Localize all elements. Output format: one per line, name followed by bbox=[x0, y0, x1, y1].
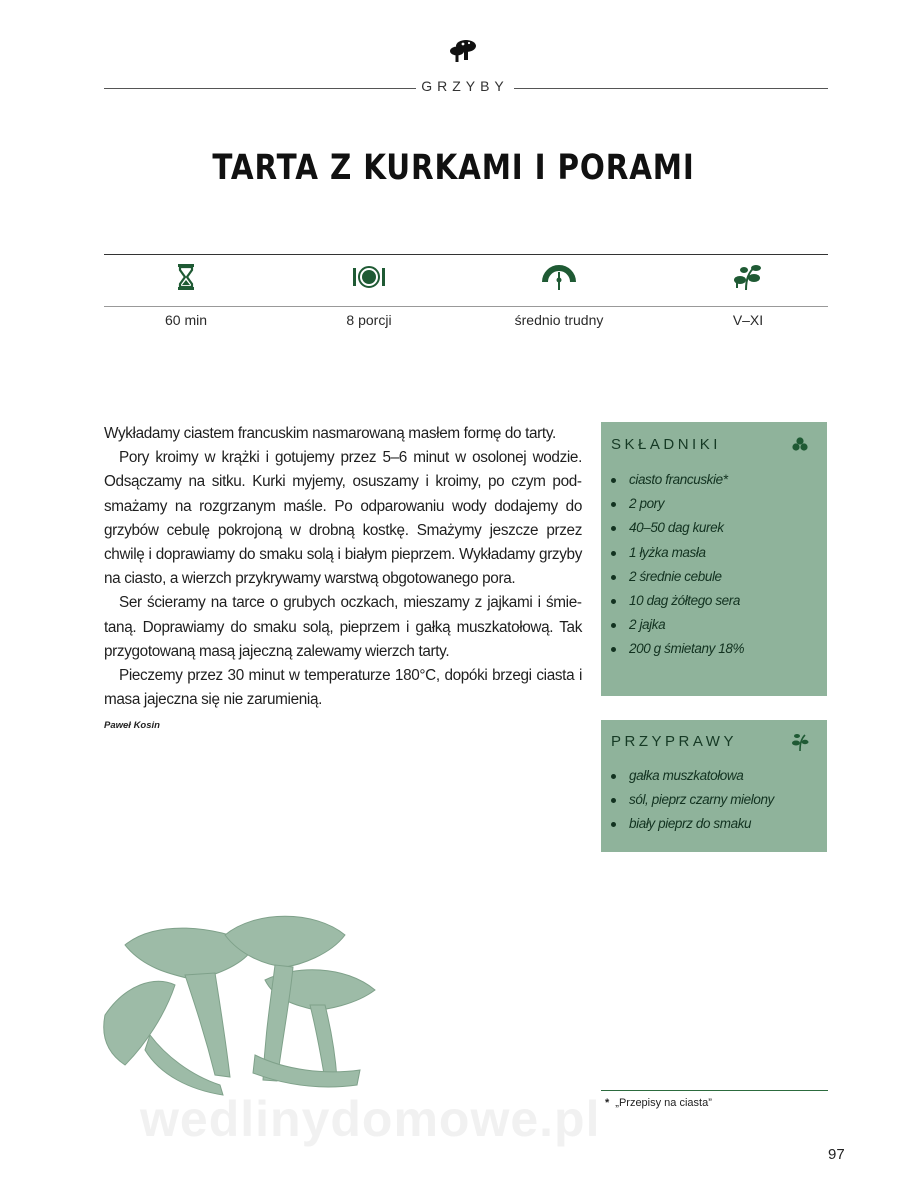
spice-item: gałka muszkatołowa bbox=[609, 764, 774, 788]
servings-icon-cell bbox=[269, 262, 469, 292]
spices-box bbox=[601, 720, 827, 852]
footnote bbox=[605, 1097, 712, 1109]
header-rule-left bbox=[104, 88, 416, 89]
footnote-marker: * bbox=[605, 1097, 610, 1109]
ingredient-item: 2 średnie cebule bbox=[609, 565, 744, 589]
difficulty-gauge-icon bbox=[541, 262, 577, 292]
time-value: 60 min bbox=[164, 312, 208, 328]
info-rule-top bbox=[104, 254, 828, 255]
hourglass-icon bbox=[176, 262, 196, 292]
ingredient-item: 1 łyżka masła bbox=[609, 541, 744, 565]
ingredients-title: SKŁADNIKI bbox=[611, 436, 721, 453]
recipe-instructions bbox=[104, 422, 582, 712]
time-icon-cell bbox=[86, 262, 286, 292]
ingredient-item: 200 g śmietany 18% bbox=[609, 637, 744, 661]
instruction-paragraph: Pory kroimy w krążki i gotujemy przez 5–6 minut w osolonej wodzie. Odsączamy na sitku. Kurki myjemy, osuszamy i kroimy, po czym podsmażamy na rozgrzanym maśle. Po odparowaniu wody dodajemy do grzybów cebulę pokrojoną w drobną kostkę. Smażymy jeszcze przez chwilę i doprawiamy do smaku solą i białym pieprzem. Wykładamy grzyby na ciasto, a wierzch przykrywamy warstwą obgotowanego pora. bbox=[104, 449, 582, 588]
ingredient-item: 2 pory bbox=[609, 492, 744, 516]
difficulty-value: średnio trudny bbox=[514, 312, 604, 328]
ingredient-item: 10 dag żółtego sera bbox=[609, 589, 744, 613]
herbs-icon bbox=[732, 262, 764, 292]
instruction-paragraph: Pieczemy przez 30 minut w temperaturze 180°C, dopóki brzegi ciasta i masa jajeczna się nie zarumienią. bbox=[104, 667, 582, 709]
info-rule-bottom bbox=[104, 306, 828, 307]
season-icon-cell bbox=[648, 262, 848, 292]
plate-cutlery-icon bbox=[351, 262, 387, 292]
spice-item: biały pieprz do smaku bbox=[609, 812, 774, 836]
recipe-title: TARTA Z KURKAMI I PORAMI bbox=[212, 148, 695, 188]
instruction-paragraph: Wykładamy ciastem francuskim nasmarowaną masłem formę do tarty. bbox=[104, 425, 556, 442]
ingredients-box bbox=[601, 422, 827, 696]
watermark: wedlinydomowe.pl bbox=[140, 1091, 601, 1147]
ingredient-item: 2 jajka bbox=[609, 613, 744, 637]
ingredients-list bbox=[609, 468, 744, 662]
ingredient-item: 40–50 dag kurek bbox=[609, 516, 744, 540]
servings-value: 8 porcji bbox=[346, 312, 392, 328]
mushroom-icon bbox=[446, 38, 480, 64]
herb-sprig-icon bbox=[791, 732, 809, 752]
clover-icon bbox=[791, 436, 809, 454]
author-name: Paweł Kosin bbox=[104, 720, 160, 731]
footnote-rule bbox=[601, 1090, 828, 1091]
spices-title: PRZYPRAWY bbox=[611, 733, 737, 750]
footnote-text: „Przepisy na ciasta” bbox=[615, 1097, 712, 1109]
season-value: V–XI bbox=[732, 312, 764, 328]
mushroom-illustration bbox=[95, 905, 385, 1100]
difficulty-icon-cell bbox=[459, 262, 659, 292]
page-number: 97 bbox=[828, 1146, 845, 1163]
ingredient-item: ciasto francuskie* bbox=[609, 468, 744, 492]
spices-list bbox=[609, 764, 774, 837]
section-label: GRZYBY bbox=[421, 78, 509, 94]
instruction-paragraph: Ser ścieramy na tarce o grubych oczkach, mieszamy z jajkami i śmietaną. Doprawiamy do smaku solą, pieprzem i gałką muszkatołową. Tak przygotowaną masą jajeczną zalewamy wierzch tarty. bbox=[104, 594, 582, 660]
spice-item: sól, pieprz czarny mielony bbox=[609, 788, 774, 812]
header-rule-right bbox=[514, 88, 828, 89]
